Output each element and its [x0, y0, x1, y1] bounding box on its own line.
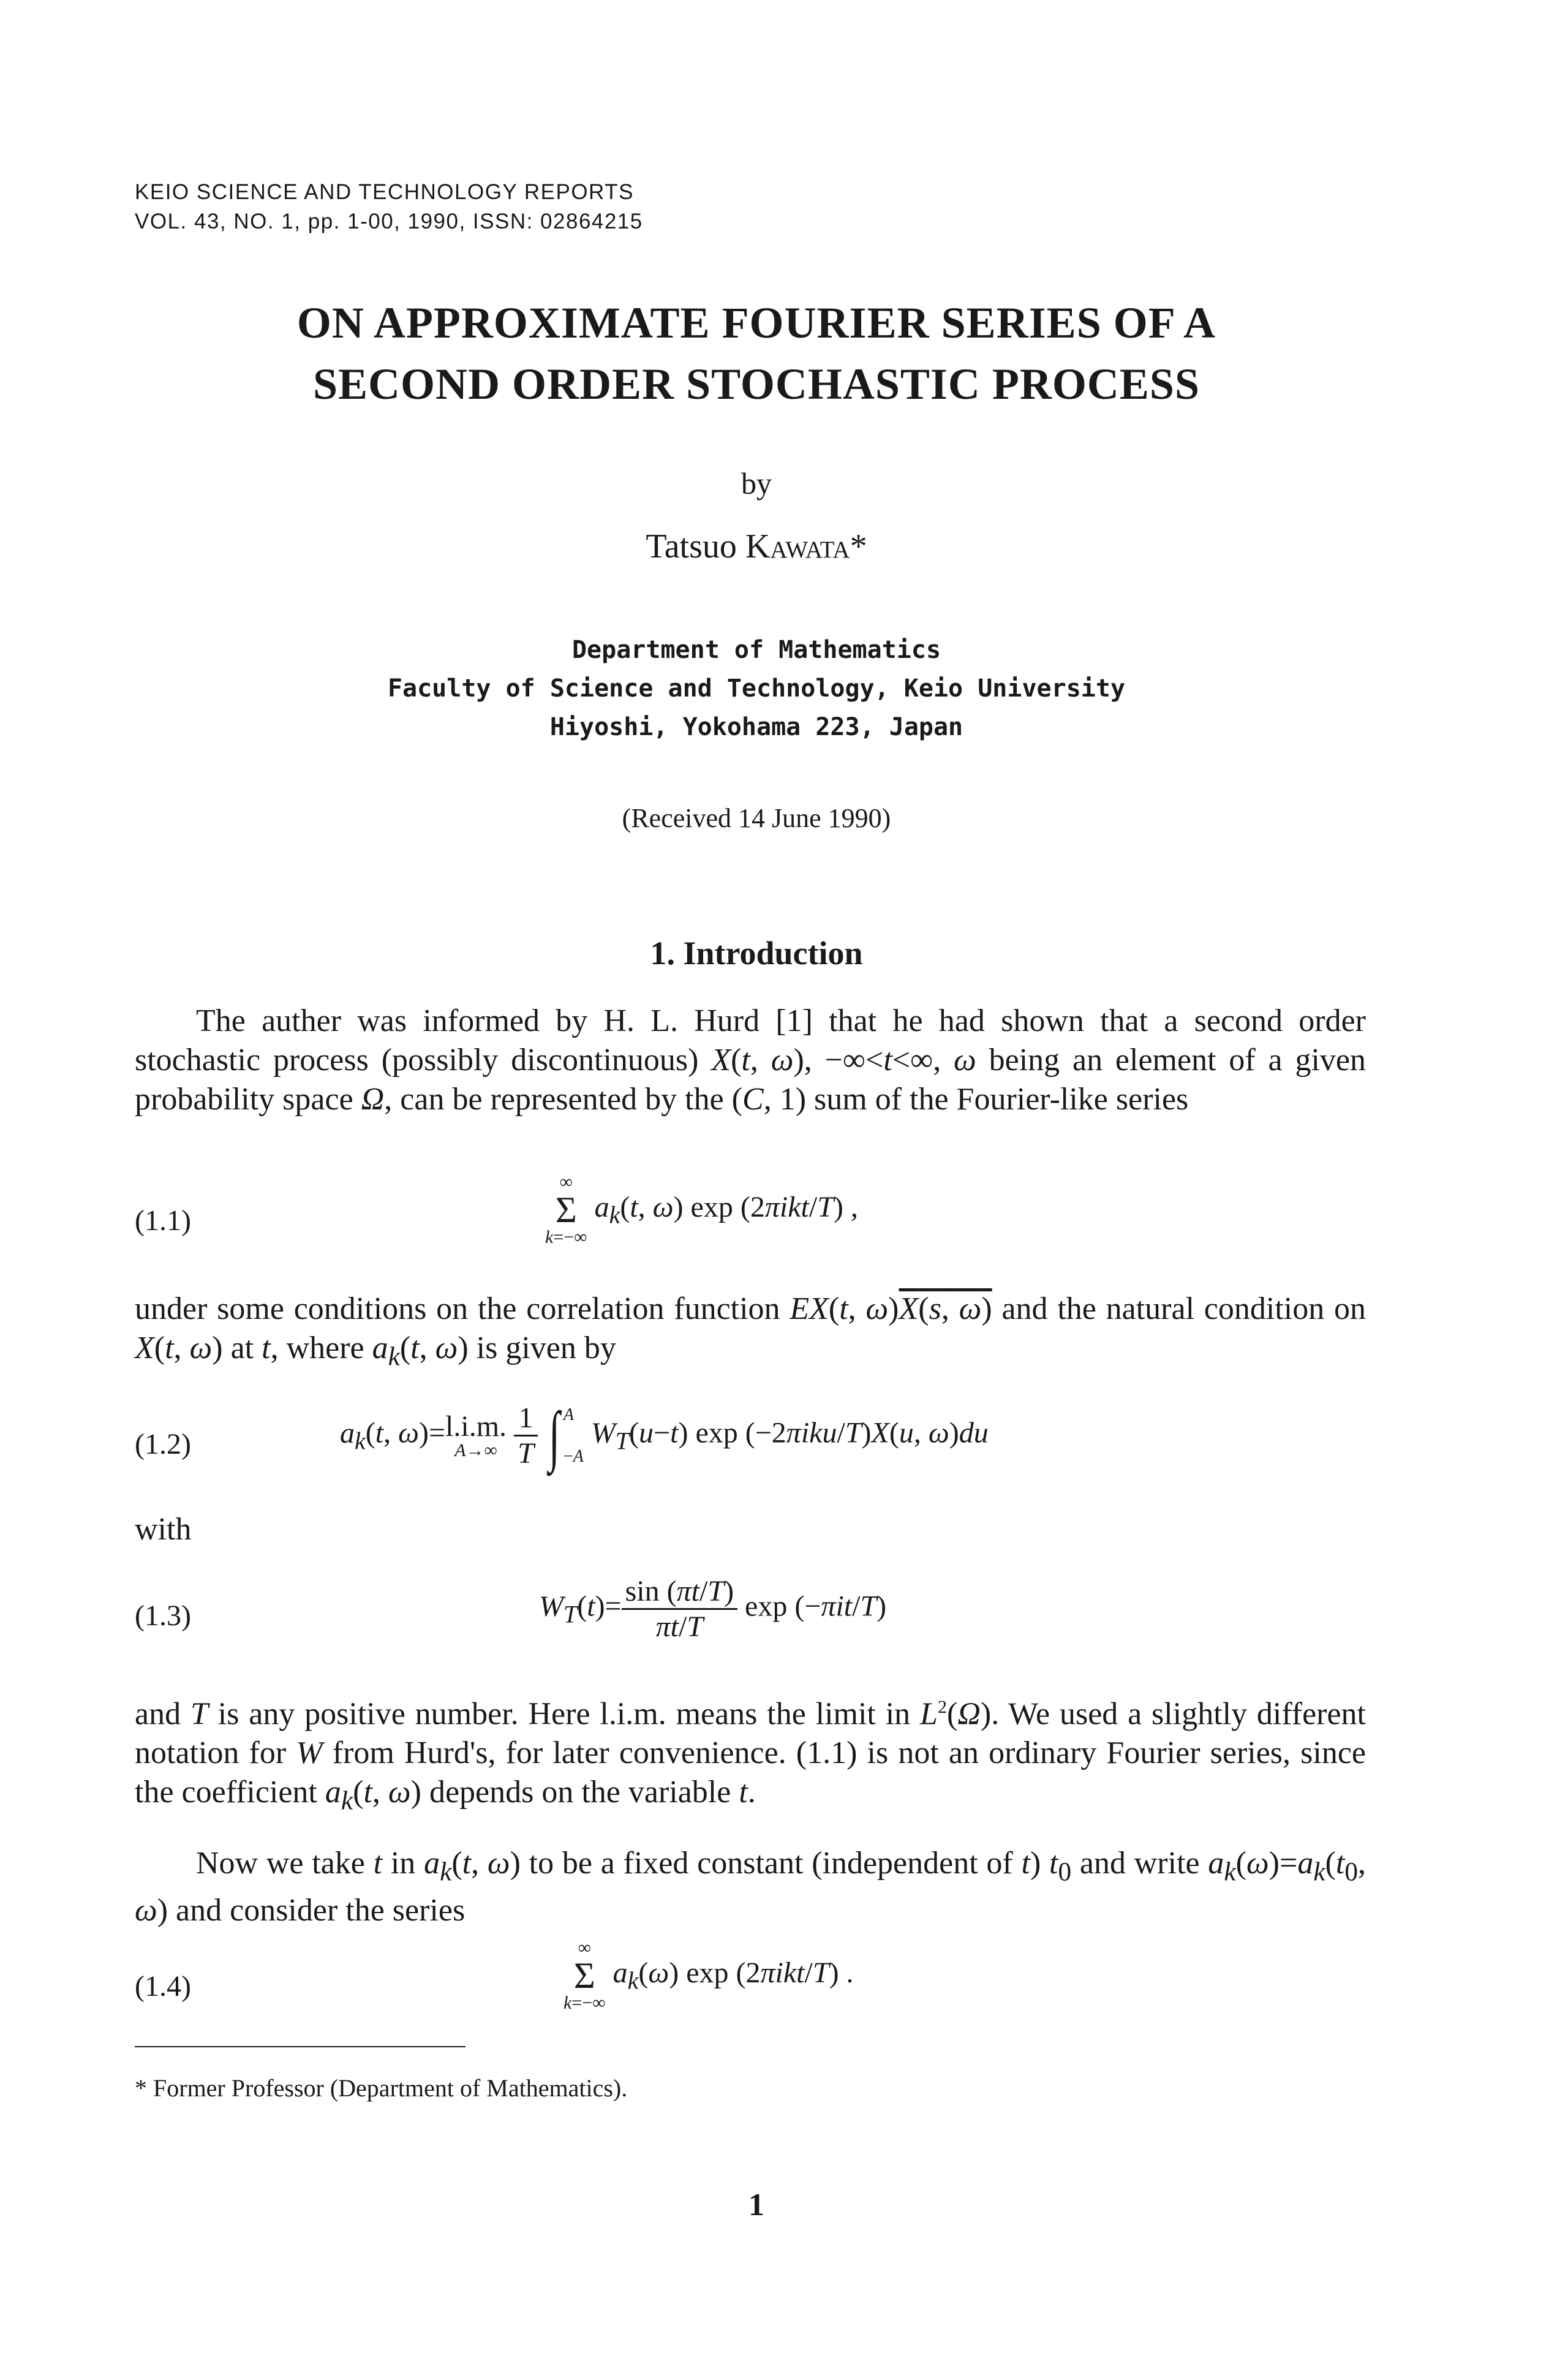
affiliation-line-2: Faculty of Science and Technology, Keio University [387, 674, 1126, 703]
affiliation-line-3: Hiyoshi, Yokohama 223, Japan [549, 713, 963, 741]
intro-paragraph-1: The auther was informed by H. L. Hurd [1] that he had shown that a second order stochastic process (possibly discontinuous) X(t, ω), −∞<t<∞, ω being an element of a given probability space Ω, can be represented by the (C, 1) sum of the Fourier-like series [135, 1003, 1366, 1117]
author-first-name: Tatsuo [646, 527, 737, 565]
author [0, 527, 1513, 566]
equation-1-3: $W_T(t)=$ $\frac{\sin (\pi t/T)}{\pi t/T}$ exp (−πit/T) [539, 1575, 887, 1643]
text-with: with [135, 1512, 192, 1547]
section-number: 1. [650, 935, 675, 972]
equation-1-2: $a_k(t$, ω)= l.i.m. A→∞ $\frac{1}{T}$ ∫ A −A $W_T(u-t)$ exp (−2πiku/T)X(u, ω)du [340, 1398, 989, 1473]
page-number: 1 [748, 2188, 764, 2222]
byline: by [741, 466, 772, 500]
author-footnote-mark: * [850, 527, 867, 565]
received-date: (Received 14 June 1990) [622, 803, 891, 833]
footnote: * Former Professor (Department of Mathematics). [135, 2074, 628, 2102]
equation-1-1-label: (1.1) [135, 1204, 191, 1237]
intro-paragraph-4: Now we take t in $a_k(t$, ω) to be a fixed constant (independent of t) $t_0$ and write $a_k(\omega)=a_k(t_0$, ω) and consider the series [135, 1846, 1366, 1928]
footnote-rule [135, 2046, 466, 2047]
journal-volume: VOL. 43, NO. 1, pp. 1-00, 1990, ISSN: 02864215 [135, 210, 643, 233]
equation-1-4: ∞ Σ k=−∞ $a_k(\omega)$ exp (2πikt/T) . [564, 1938, 854, 2013]
journal-name: KEIO SCIENCE AND TECHNOLOGY REPORTS [135, 180, 634, 204]
intro-paragraph-2: under some conditions on the correlation function EX(t, ω)X(s, ω) and the natural condition on X(t, ω) at t, where $a_k(t$, ω) is given by [135, 1291, 1366, 1372]
paper-title-line-1: ON APPROXIMATE FOURIER SERIES OF A [296, 298, 1216, 347]
equation-1-1: ∞ Σ k=−∞ $a_k(t$, ω) exp (2πikt/T) , [545, 1172, 858, 1247]
author-last-name: Kawata [745, 527, 850, 565]
affiliation-line-1: Department of Mathematics [571, 636, 941, 664]
section-title: Introduction [683, 935, 863, 972]
equation-1-3-label: (1.3) [135, 1599, 191, 1632]
intro-paragraph-3: and T is any positive number. Here l.i.m. means the limit in $L^2(\Omega)$. We used a slightly different notation for W from Hurd's, for later convenience. (1.1) is not an ordinary Fourier series, since the coefficient $a_k(t$, ω) depends on the variable t. [135, 1696, 1366, 1816]
equation-1-4-label: (1.4) [135, 1970, 191, 2003]
equation-1-2-label: (1.2) [135, 1428, 191, 1460]
section-heading [0, 934, 1513, 972]
paper-title-line-2: SECOND ORDER STOCHASTIC PROCESS [312, 360, 1200, 409]
